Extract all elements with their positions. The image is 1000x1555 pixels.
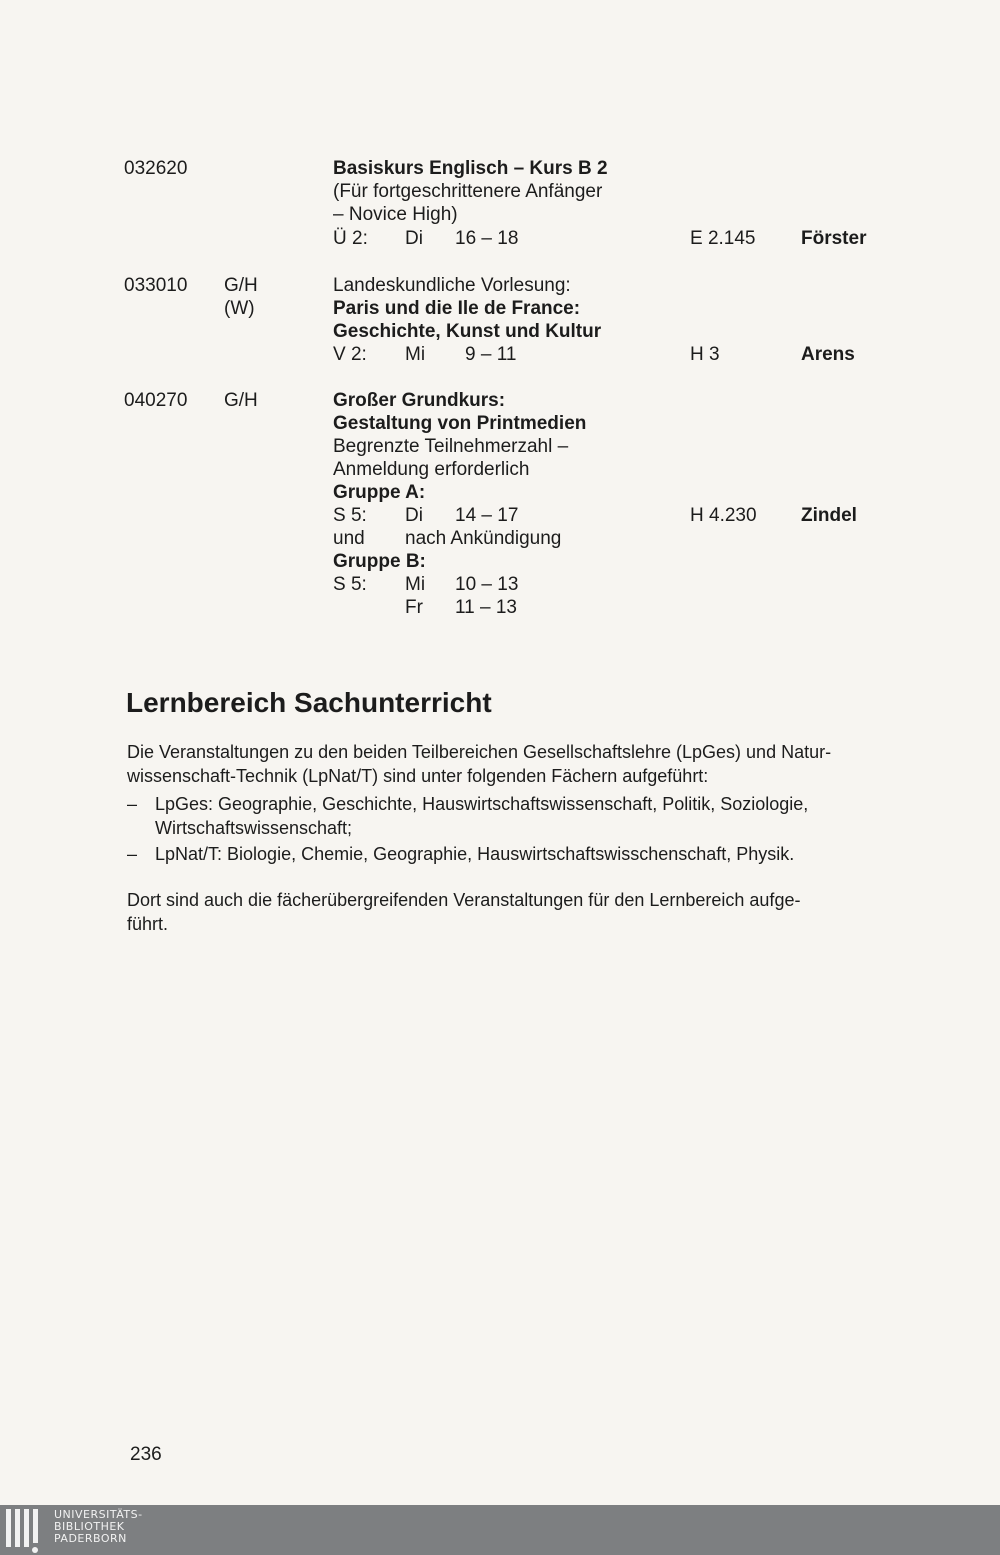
list-dash: – bbox=[127, 844, 138, 864]
course-time: 11 – 13 bbox=[455, 597, 517, 618]
course-code: G/H bbox=[224, 275, 258, 296]
course-day: Di bbox=[405, 505, 423, 526]
course-number: 033010 bbox=[124, 275, 188, 296]
course-time: 14 – 17 bbox=[455, 505, 519, 526]
course-day: Fr bbox=[405, 597, 423, 618]
list-item-lpges-cont: Wirtschaftswissenschaft; bbox=[155, 818, 353, 838]
course-room: E 2.145 bbox=[690, 228, 756, 249]
course-lecturer: Förster bbox=[801, 228, 867, 249]
library-name-line: BIBLIOTHEK bbox=[54, 1520, 125, 1533]
course-time: 16 – 18 bbox=[455, 228, 519, 249]
paragraph-line: wissenschaft-Technik (LpNat/T) sind unter folgenden Fächern aufgeführt: bbox=[127, 766, 709, 786]
section-heading: Lernbereich Sachunterricht bbox=[126, 687, 492, 718]
library-logo-icon bbox=[6, 1509, 46, 1551]
course-title: Basiskurs Englisch – Kurs B 2 bbox=[333, 158, 608, 179]
page-number: 236 bbox=[130, 1444, 162, 1465]
course-day: Mi bbox=[405, 344, 426, 365]
list-item-lpnat: LpNat/T: Biologie, Chemie, Geographie, Hauswirtschaftswisschenschaft, Physik. bbox=[155, 844, 795, 864]
list-dash: – bbox=[127, 794, 138, 814]
course-type: Ü 2: bbox=[333, 228, 368, 249]
course-code: G/H bbox=[224, 390, 258, 411]
course-number: 040270 bbox=[124, 390, 188, 411]
course-room: H 3 bbox=[690, 344, 720, 365]
course-note: Anmeldung erforderlich bbox=[333, 459, 530, 480]
course-title: Paris und die Ile de France: bbox=[333, 298, 581, 319]
course-title: Gestaltung von Printmedien bbox=[333, 413, 587, 434]
library-name-line: UNIVERSITÄTS- bbox=[54, 1508, 143, 1521]
course-lecturer: Zindel bbox=[801, 505, 857, 526]
course-time: 10 – 13 bbox=[455, 574, 519, 595]
course-lecturer: Arens bbox=[801, 344, 855, 365]
paragraph-line: Dort sind auch die fächerübergreifenden Veranstaltungen für den Lernbereich aufge- bbox=[127, 890, 801, 910]
library-footer bbox=[0, 1505, 1000, 1555]
course-title: Großer Grundkurs: bbox=[333, 390, 506, 411]
course-code: (W) bbox=[224, 298, 255, 319]
list-item-lpges: LpGes: Geographie, Geschichte, Hauswirtschaftswissenschaft, Politik, Soziologie, bbox=[155, 794, 809, 814]
course-schedule-note: nach Ankündigung bbox=[405, 528, 562, 549]
course-number: 032620 bbox=[124, 158, 188, 179]
group-b-label: Gruppe B: bbox=[333, 551, 426, 572]
course-conjunction: und bbox=[333, 528, 365, 549]
library-name bbox=[54, 1509, 143, 1545]
course-note: – Novice High) bbox=[333, 204, 458, 225]
course-day: Di bbox=[405, 228, 423, 249]
course-type: V 2: bbox=[333, 344, 367, 365]
course-room: H 4.230 bbox=[690, 505, 757, 526]
library-name-line: PADERBORN bbox=[54, 1532, 127, 1545]
course-type: S 5: bbox=[333, 574, 367, 595]
course-note: Begrenzte Teilnehmerzahl – bbox=[333, 436, 569, 457]
course-type: S 5: bbox=[333, 505, 367, 526]
paragraph-line: führt. bbox=[127, 914, 169, 934]
course-title: Geschichte, Kunst und Kultur bbox=[333, 321, 602, 342]
course-time: 9 – 11 bbox=[465, 344, 517, 365]
course-intro: Landeskundliche Vorlesung: bbox=[333, 275, 571, 296]
course-note: (Für fortgeschrittenere Anfänger bbox=[333, 181, 603, 202]
group-a-label: Gruppe A: bbox=[333, 482, 426, 503]
course-day: Mi bbox=[405, 574, 426, 595]
paragraph-line: Die Veranstaltungen zu den beiden Teilbereichen Gesellschaftslehre (LpGes) und Natur- bbox=[127, 742, 832, 762]
